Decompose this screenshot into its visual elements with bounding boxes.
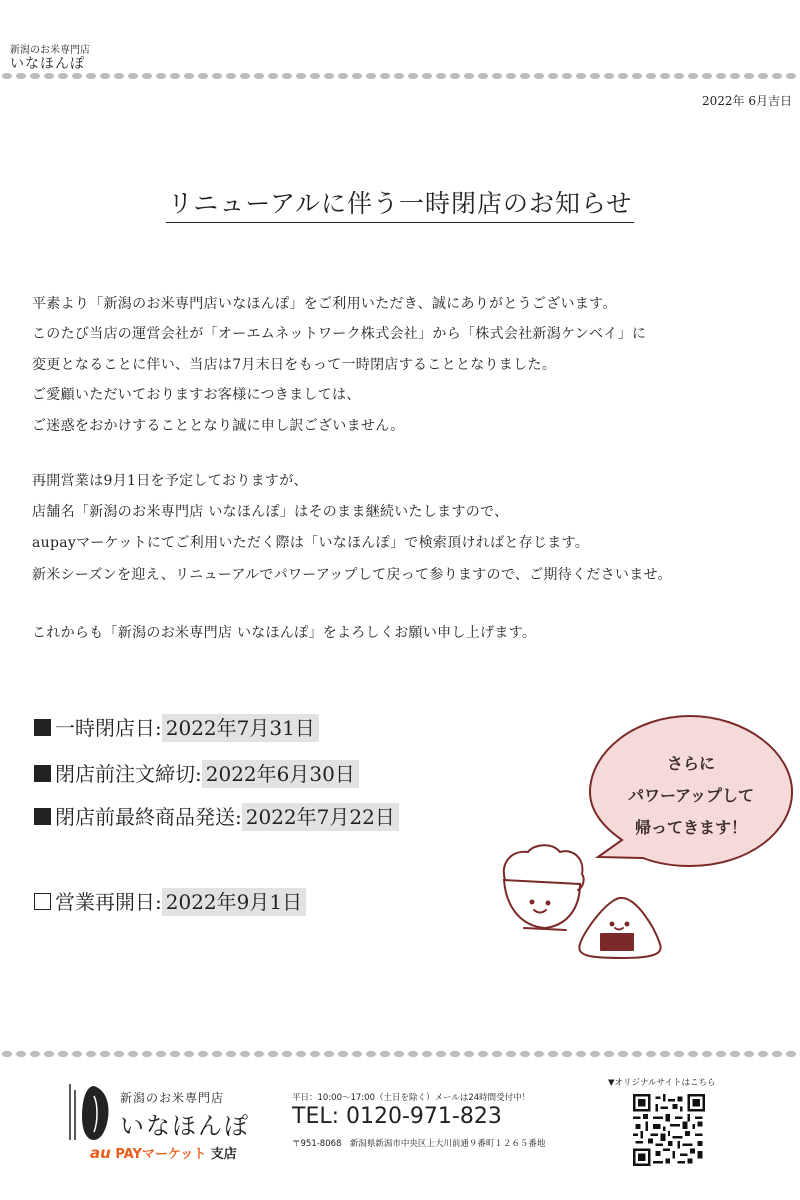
bubble-line: パワーアップして (627, 786, 755, 805)
bottom-dotted-divider (0, 1050, 800, 1058)
rice-bowl-icon (504, 845, 584, 930)
body-line: 店舗名「新潟のお米専門店 いなほんぽ」はそのまま継続いたしますので、 (32, 504, 509, 520)
schedule-date: 2022年7月31日 (162, 714, 319, 742)
schedule-label: 閉店前最終商品発送: (55, 805, 242, 829)
schedule-date: 2022年7月22日 (242, 803, 399, 831)
schedule-label: 一時閉店日: (55, 716, 162, 740)
body-line: このたび当店の運営会社が「オーエムネットワーク株式会社」から「株式会社新潟ケンベイ」に (32, 326, 647, 342)
original-site-label: ▼オリジナルサイトはこちら (608, 1078, 716, 1088)
body-line: ご迷惑をおかけすることとなり誠に申し訳ございません。 (32, 418, 405, 434)
postal-address: 〒951-8068 新潟県新潟市中央区上大川前通９番町１２６５番地 (292, 1139, 546, 1149)
body-line: これからも「新潟のお米専門店 いなほんぽ」をよろしくお願い申し上げます。 (32, 625, 537, 641)
schedule-date: 2022年9月1日 (162, 888, 306, 916)
footer-store-subtitle: 新潟のお米専門店 (120, 1091, 225, 1105)
bubble-message (592, 748, 790, 844)
issue-date: 2022年 6月吉日 (702, 94, 792, 108)
bubble-line: 帰ってきます！ (634, 818, 747, 837)
au-logo-text: au (90, 1144, 111, 1162)
schedule-label: 閉店前注文締切: (55, 762, 202, 786)
schedule-label: 営業再開日: (55, 890, 162, 914)
business-hours: 平日：10:00〜17:00（土日を除く）メールは24時間受付中！ (292, 1093, 531, 1103)
qr-code-icon[interactable] (633, 1094, 705, 1166)
body-line: ご愛顧いただいておりますお客様につきましては、 (32, 387, 361, 403)
body-line: 新米シーズンを迎え、リニューアルでパワーアップして戻って参りますので、ご期待くださいませ。 (32, 567, 672, 583)
body-line: 再開営業は9月1日を予定しておりますが、 (32, 473, 308, 489)
body-line: 平素より「新潟のお米専門店いなほんぽ」をご利用いただき、誠にありがとうございます。 (32, 296, 617, 312)
header-store-name: いなほんぽ (10, 56, 85, 72)
onigiri-icon (579, 898, 660, 958)
footer-store-name: いなほんぽ (120, 1112, 250, 1140)
pay-market-text: PAYマーケット (115, 1147, 207, 1162)
au-pay-market-logo (90, 1143, 237, 1162)
bubble-line: さらに (666, 754, 715, 773)
schedule-date: 2022年6月30日 (202, 760, 359, 788)
body-line: aupayマーケットにてご利用いただく際は「いなほんぽ」で検索頂ければと存じます。 (32, 535, 590, 551)
body-line: 変更となることに伴い、当店は7月末日をもって一時閉店することとなりました。 (32, 357, 557, 373)
branch-text: 支店 (210, 1147, 237, 1162)
rice-grain-logo-icon (66, 1082, 112, 1142)
phone-number: TEL: 0120-971-823 (292, 1104, 502, 1129)
header-store-subtitle: 新潟のお米専門店 (10, 45, 90, 56)
notice-title: リニューアルに伴う一時閉店のお知らせ (166, 189, 635, 223)
